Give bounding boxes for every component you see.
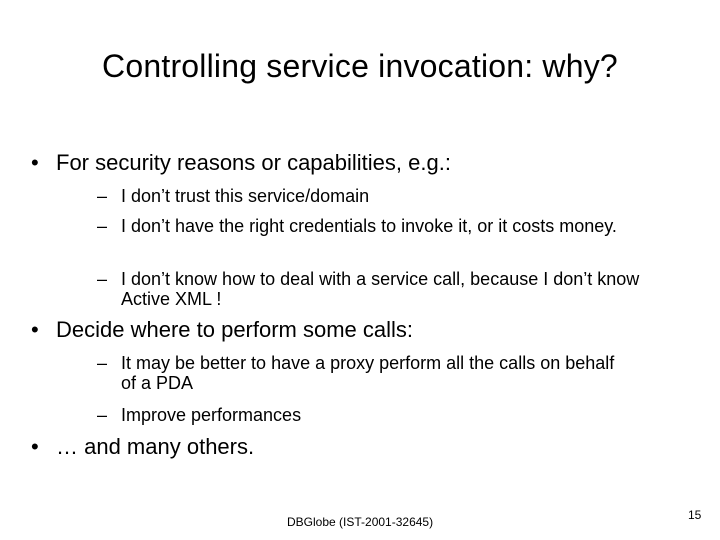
dash-icon: – (97, 353, 108, 373)
slide-title: Controlling service invocation: why? (102, 48, 618, 84)
sub-bullet-text: I don’t have the right credentials to invoke it, or it costs money. (121, 216, 617, 236)
dash-icon: – (97, 269, 108, 289)
sub-bullet-text: I don’t know how to deal with a service call, because I don’t know Active XML ! (121, 269, 640, 309)
bullet-icon: • (31, 150, 39, 175)
bullet-text: Decide where to perform some calls: (56, 317, 414, 342)
bullet-icon: • (31, 434, 39, 459)
footer-text: DBGlobe (IST-2001-32645) (287, 515, 434, 529)
dash-icon: – (97, 405, 108, 425)
sub-bullet-text: I don’t trust this service/domain (121, 186, 370, 206)
bullet-text: … and many others. (56, 434, 255, 459)
page-number: 15 (688, 508, 702, 522)
sub-bullet-text: Improve performances (121, 405, 302, 425)
sub-bullet-text: It may be better to have a proxy perform all the calls on behalf of a PDA (121, 353, 615, 393)
dash-icon: – (97, 186, 108, 206)
dash-icon: – (97, 216, 108, 236)
bullet-icon: • (31, 317, 39, 342)
bullet-text: For security reasons or capabilities, e.g.: (56, 150, 451, 175)
